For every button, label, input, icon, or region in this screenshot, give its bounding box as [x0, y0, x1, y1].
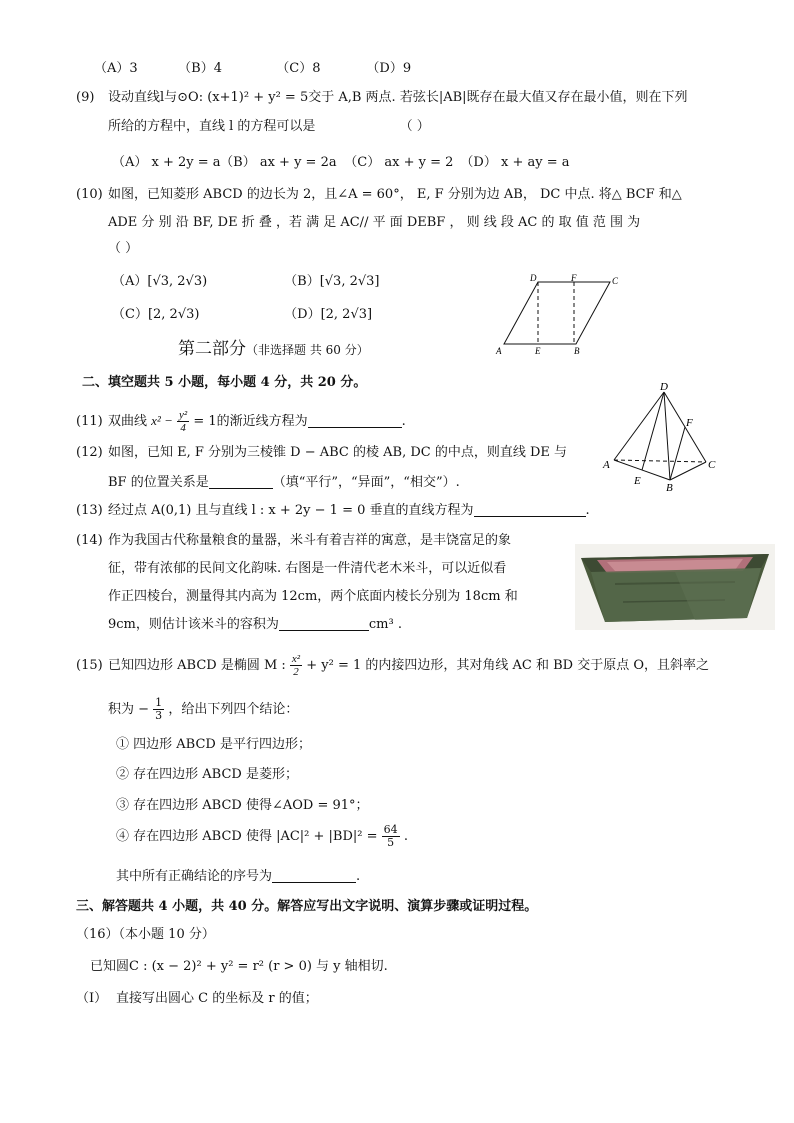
q11-line: (11) 双曲线 x² − $\frac{\text{y²}}{4}$ = 1的渐近线方程为 . — [76, 406, 406, 436]
q10-option-a: （A）[√3, 2√3) — [112, 274, 208, 289]
tetra-label-e: E — [634, 475, 641, 487]
q10-line3: （ ） — [108, 241, 139, 256]
q12-line2: BF 的位置关系是 （填“平行”，“异面”，“相交”）. — [108, 475, 460, 490]
tetra-label-f: F — [686, 417, 693, 429]
rhombus-label-b: B — [574, 346, 580, 356]
q10-option-c: （C）[2, 2√3) — [112, 307, 200, 322]
q15-item-2: ② 存在四边形 ABCD 是菱形； — [116, 767, 298, 782]
q14-number: (14) — [76, 533, 103, 548]
q10-number: (10) — [76, 187, 103, 202]
part2-heading — [178, 340, 369, 360]
q8-option-b: （B）4 — [178, 61, 222, 76]
q8-option-d: （D）9 — [366, 61, 412, 76]
q15-fraction-x2-2: $\frac{\text{x²}}{2}$ — [291, 653, 301, 678]
q15-item-3: ③ 存在四边形 ABCD 使得∠AOD = 91°； — [116, 798, 369, 813]
q16-line1: 已知圆C : (x − 2)² + y² = r² (r > 0) 与 y 轴相切. — [90, 959, 388, 974]
q12-answer-blank — [209, 474, 273, 489]
q9-option-a: （A） x + 2y = a — [112, 155, 221, 170]
part2-title: 第二部分 — [178, 339, 246, 359]
q12-line1: (12) 如图，已知 E, F 分别为三棱锥 D − ABC 的棱 AB, DC 的中点，则直线 DE 与 — [76, 445, 568, 460]
tetrahedron-figure — [600, 380, 722, 492]
rhombus-label-c: C — [612, 276, 619, 286]
q9-options — [112, 154, 569, 172]
tetra-label-a: A — [603, 459, 610, 471]
tetra-label-c: C — [708, 459, 716, 471]
q12-number: (12) — [76, 445, 103, 460]
q15-conclusion: 其中所有正确结论的序号为 . — [116, 869, 361, 884]
q9-line2: 所给的方程中，直线 l 的方程可以是 （ ） — [108, 119, 430, 134]
rhombus-label-e: E — [535, 346, 541, 356]
q9-number: (9) — [76, 90, 95, 105]
q9-option-d: （D） x + ay = a — [460, 155, 570, 170]
q14-line1: (14) 作为我国古代称量粮食的量器，米斗有着吉祥的寓意，是丰饶富足的象 — [76, 533, 512, 548]
q16-heading: （16）（本小题 10 分） — [76, 927, 215, 942]
q8-option-a: （A）3 — [94, 61, 138, 76]
rhombus-figure — [494, 272, 624, 358]
q15-number: (15) — [76, 658, 103, 673]
q10-options-row1 — [112, 273, 379, 291]
q16-part1-number: （I） — [76, 991, 108, 1006]
q10-option-d: （D）[2, 2√3] — [284, 307, 373, 322]
q8-option-c: （C）8 — [276, 61, 321, 76]
q9-answer-paren: （ ） — [399, 119, 430, 134]
q10-line2: ADE 分 别 沿 BF, DE 折 叠 ，若 满 足 AC// 平 面 DEBF ， 则 线 段 AC 的 取 值 范 围 为 — [108, 215, 641, 230]
q13-answer-blank — [474, 502, 586, 517]
rice-bucket-photo — [575, 544, 775, 630]
q15-item-4: ④ 存在四边形 ABCD 使得 |AC|² + |BD|² = $\frac{64}{5}$ . — [116, 823, 408, 849]
q10-line1: (10) 如图，已知菱形 ABCD 的边长为 2，且∠A = 60°， E, F 分别为边 AB， DC 中点. 将△ BCF 和△ — [76, 187, 682, 202]
part2-subtitle: （非选择题 共 60 分） — [246, 343, 369, 357]
q11-fraction: $\frac{\text{y²}}{4}$ — [179, 409, 188, 434]
q13-line: (13) 经过点 A(0,1) 且与直线 l : x + 2y − 1 = 0 垂直的直线方程为 . — [76, 503, 590, 518]
q9-option-c: （C） ax + y = 2 — [344, 155, 454, 170]
q11-answer-blank — [308, 413, 402, 428]
q14-line3: 作正四棱台，测量得其内高为 12cm，两个底面内棱长分别为 18cm 和 — [108, 589, 518, 604]
q15-answer-blank — [272, 868, 356, 883]
q15-item-1: ① 四边形 ABCD 是平行四边形； — [116, 737, 311, 752]
q14-answer-blank — [279, 616, 369, 631]
q15-fraction-64-5: $\frac{64}{5}$ — [383, 823, 398, 849]
q15-line1: (15) 已知四边形 ABCD 是椭圆 M : $\frac{\text{x²}}{2}$ + y² = 1 的内接四边形，其对角线 AC 和 BD 交于原点 O，且斜率之 — [76, 650, 709, 682]
q10-options-row2 — [112, 306, 372, 324]
section3-header: 三、解答题共 4 小题，共 40 分。解答应写出文字说明、演算步骤或证明过程。 — [76, 899, 538, 914]
q16-part1: （I） 直接写出圆心 C 的坐标及 r 的值； — [76, 991, 318, 1006]
rhombus-label-d: D — [530, 273, 537, 283]
rhombus-label-f: F — [571, 273, 577, 283]
q9-option-b: （B） ax + y = 2a — [220, 155, 337, 170]
q15-fraction-1-3: $\frac{1}{3}$ — [155, 696, 163, 722]
q8-options — [94, 60, 411, 78]
q9-line1: (9) 设动直线l与⊙O: (x+1)² + y² = 5交于 A,B 两点. 若弦长|AB|既存在最大值又存在最小值，则在下列 — [76, 90, 688, 105]
rhombus-label-a: A — [496, 346, 502, 356]
tetra-label-b: B — [666, 482, 673, 492]
section2-header: 二、填空题共 5 小题，每小题 4 分，共 20 分。 — [82, 375, 367, 390]
q11-number: (11) — [76, 414, 103, 429]
q14-line2: 征，带有浓郁的民间文化韵味. 右图是一件清代老木米斗，可以近似看 — [108, 561, 507, 576]
q10-option-b: （B）[√3, 2√3] — [284, 274, 380, 289]
tetra-label-d: D — [660, 381, 668, 393]
q14-line4: 9cm，则估计该米斗的容积为 cm³ . — [108, 617, 402, 632]
q13-number: (13) — [76, 503, 103, 518]
q15-line2: 积为 − $\frac{1}{3}$ ，给出下列四个结论： — [108, 696, 299, 722]
